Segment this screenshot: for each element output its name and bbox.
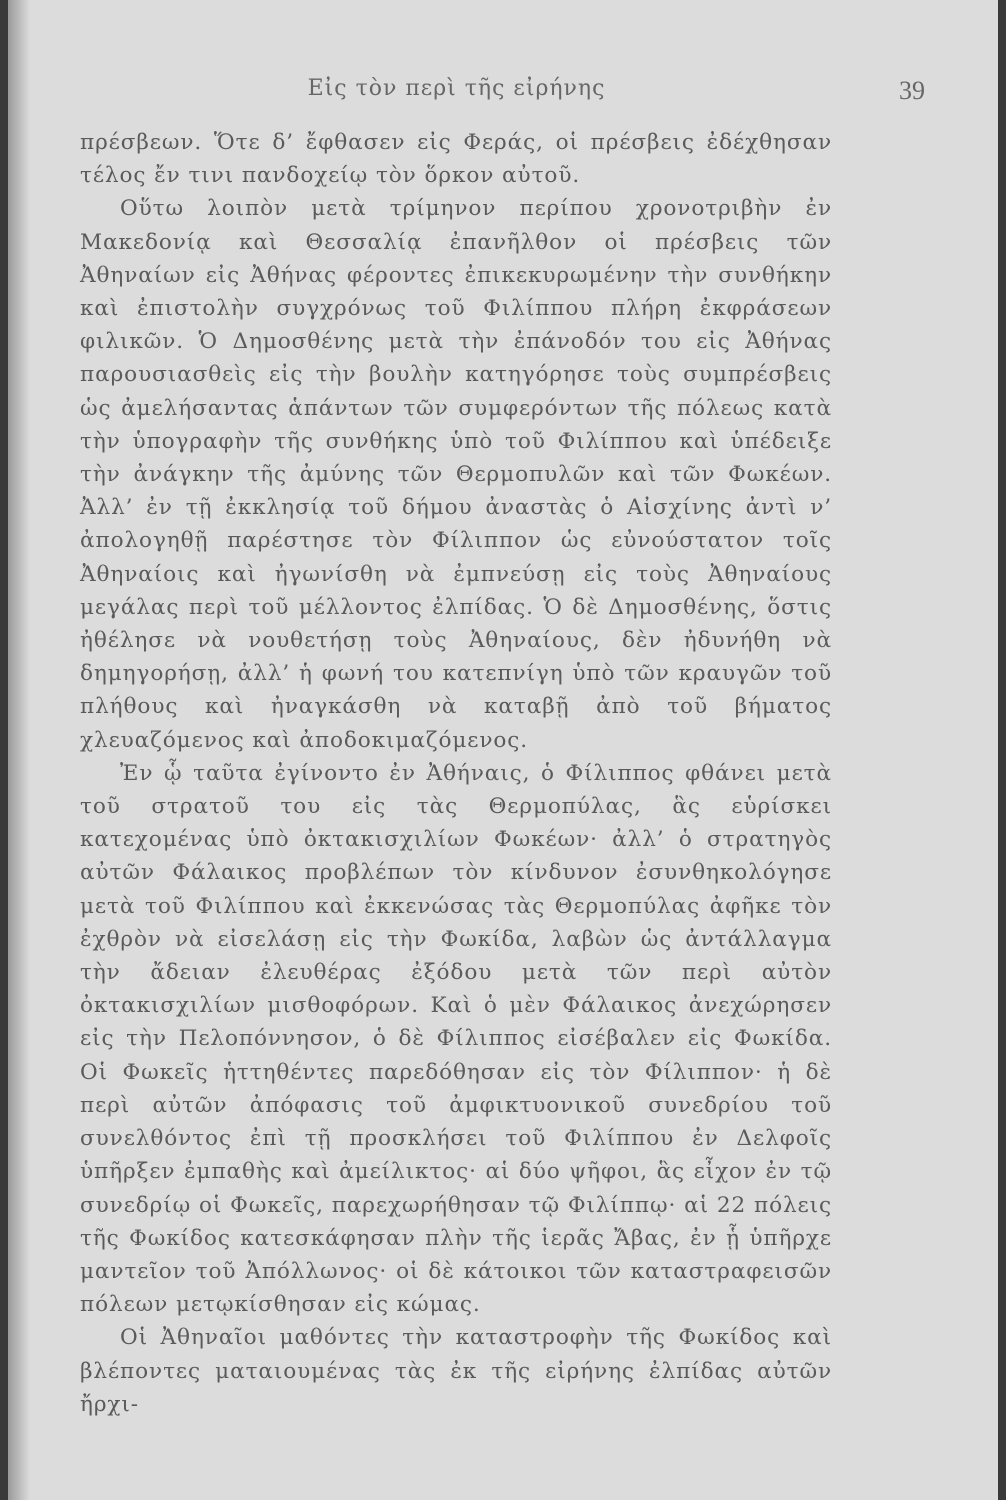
paragraph: Οἱ Ἀθηναῖοι μαθόντες τὴν καταστροφὴν τῆς Φωκίδος καὶ βλέποντες ματαιουμένας τὰς ἐκ τῆς εἰρήνης ἐλπίδας αὐτῶν ἤρχι- (80, 1325, 832, 1417)
page-number: 39 (899, 76, 925, 105)
running-head: Εἰς τὸν περὶ τῆς εἰρήνης (307, 76, 606, 101)
book-page (8, 0, 998, 1500)
paragraph: Οὕτω λοιπὸν μετὰ τρίμηνον περίπου χρονοτριβὴν ἐν Μακεδονίᾳ καὶ Θεσσαλίᾳ ἐπανῆλθον οἱ πρέσβεις τῶν Ἀθηναίων εἰς Ἀθήνας φέροντες ἐπικεκυρωμένην τὴν συνθήκην καὶ ἐπιστολὴν συγχρόνως τοῦ Φιλίππου πλήρη ἐκφράσεων φιλικῶν. Ὁ Δημοσθένης μετὰ τὴν ἐπάνοδόν του εἰς Ἀθήνας παρουσιασθεὶς εἰς τὴν βουλὴν κατηγόρησε τοὺς συμπρέσβεις ὡς ἀμελήσαντας ἁπάντων τῶν συμφερόντων τῆς πόλεως κατὰ τὴν ὑπογραφὴν τῆς συνθήκης ὑπὸ τοῦ Φιλίππου καὶ ὑπέδειξε τὴν ἀνάγκην τῆς ἀμύνης τῶν Θερμοπυλῶν καὶ τῶν Φωκέων. Ἀλλ’ ἐν τῇ ἐκκλησίᾳ τοῦ δήμου ἀναστὰς ὁ Αἰσχίνης ἀντὶ ν’ ἀπολογηθῇ παρέστησε τὸν Φίλιππον ὡς εὐνούστατον τοῖς Ἀθηναίοις καὶ ἠγωνίσθη νὰ ἐμπνεύσῃ εἰς τοὺς Ἀθηναίους μεγάλας περὶ τοῦ μέλλοντος ἐλπίδας. Ὁ δὲ Δημοσθένης, ὅστις ἠθέλησε νὰ νουθετήσῃ τοὺς Ἀθηναίους, δὲν ἠδυνήθη νὰ δημηγορήσῃ, ἀλλ’ ἡ φωνή του κατεπνίγη ὑπὸ τῶν κραυγῶν τοῦ πλήθους καὶ ἠναγκάσθη νὰ καταβῇ ἀπὸ τοῦ βήματος χλευαζόμενος καὶ ἀποδοκιμαζόμενος. (80, 196, 832, 753)
paragraph-continued: πρέσβεων. Ὅτε δ’ ἔφθασεν εἰς Φεράς, οἱ πρέσβεις ἐδέχθησαν τέλος ἔν τινι πανδοχείῳ τὸν ὅρκον αὐτοῦ. (80, 130, 832, 189)
body-text (80, 126, 832, 1421)
page-header (80, 70, 925, 110)
paragraph: Ἐν ᾧ ταῦτα ἐγίνοντο ἐν Ἀθήναις, ὁ Φίλιππος φθάνει μετὰ τοῦ στρατοῦ του εἰς τὰς Θερμοπύλας, ἃς εὑρίσκει κατεχομένας ὑπὸ ὀκτακισχιλίων Φωκέων· ἀλλ’ ὁ στρατηγὸς αὐτῶν Φάλαικος προβλέπων τὸν κίνδυνον ἐσυνθηκολόγησε μετὰ τοῦ Φιλίππου καὶ ἐκκενώσας τὰς Θερμοπύλας ἀφῆκε τὸν ἐχθρὸν νὰ εἰσελάσῃ εἰς τὴν Φωκίδα, λαβὼν ὡς ἀντάλλαγμα τὴν ἄδειαν ἐλευθέρας ἐξόδου μετὰ τῶν περὶ αὐτὸν ὀκτακισχιλίων μισθοφόρων. Καὶ ὁ μὲν Φάλαικος ἀνεχώρησεν εἰς τὴν Πελοπόννησον, ὁ δὲ Φίλιππος εἰσέβαλεν εἰς Φωκίδα. Οἱ Φωκεῖς ἡττηθέντες παρεδόθησαν εἰς τὸν Φίλιππον· ἡ δὲ περὶ αὐτῶν ἀπόφασις τοῦ ἀμφικτυονικοῦ συνεδρίου τοῦ συνελθόντος ἐπὶ τῇ προσκλήσει τοῦ Φιλίππου ἐν Δελφοῖς ὑπῆρξεν ἐμπαθὴς καὶ ἀμείλικτος· αἱ δύο ψῆφοι, ἃς εἶχον ἐν τῷ συνεδρίῳ οἱ Φωκεῖς, παρεχωρήθησαν τῷ Φιλίππῳ· αἱ 22 πόλεις τῆς Φωκίδος κατεσκάφησαν πλὴν τῆς ἱερᾶς Ἄβας, ἐν ᾗ ὑπῆρχε μαντεῖον τοῦ Ἀπόλλωνος· οἱ δὲ κάτοικοι τῶν καταστραφεισῶν πόλεων μετῳκίσθησαν εἰς κώμας. (80, 760, 832, 1318)
